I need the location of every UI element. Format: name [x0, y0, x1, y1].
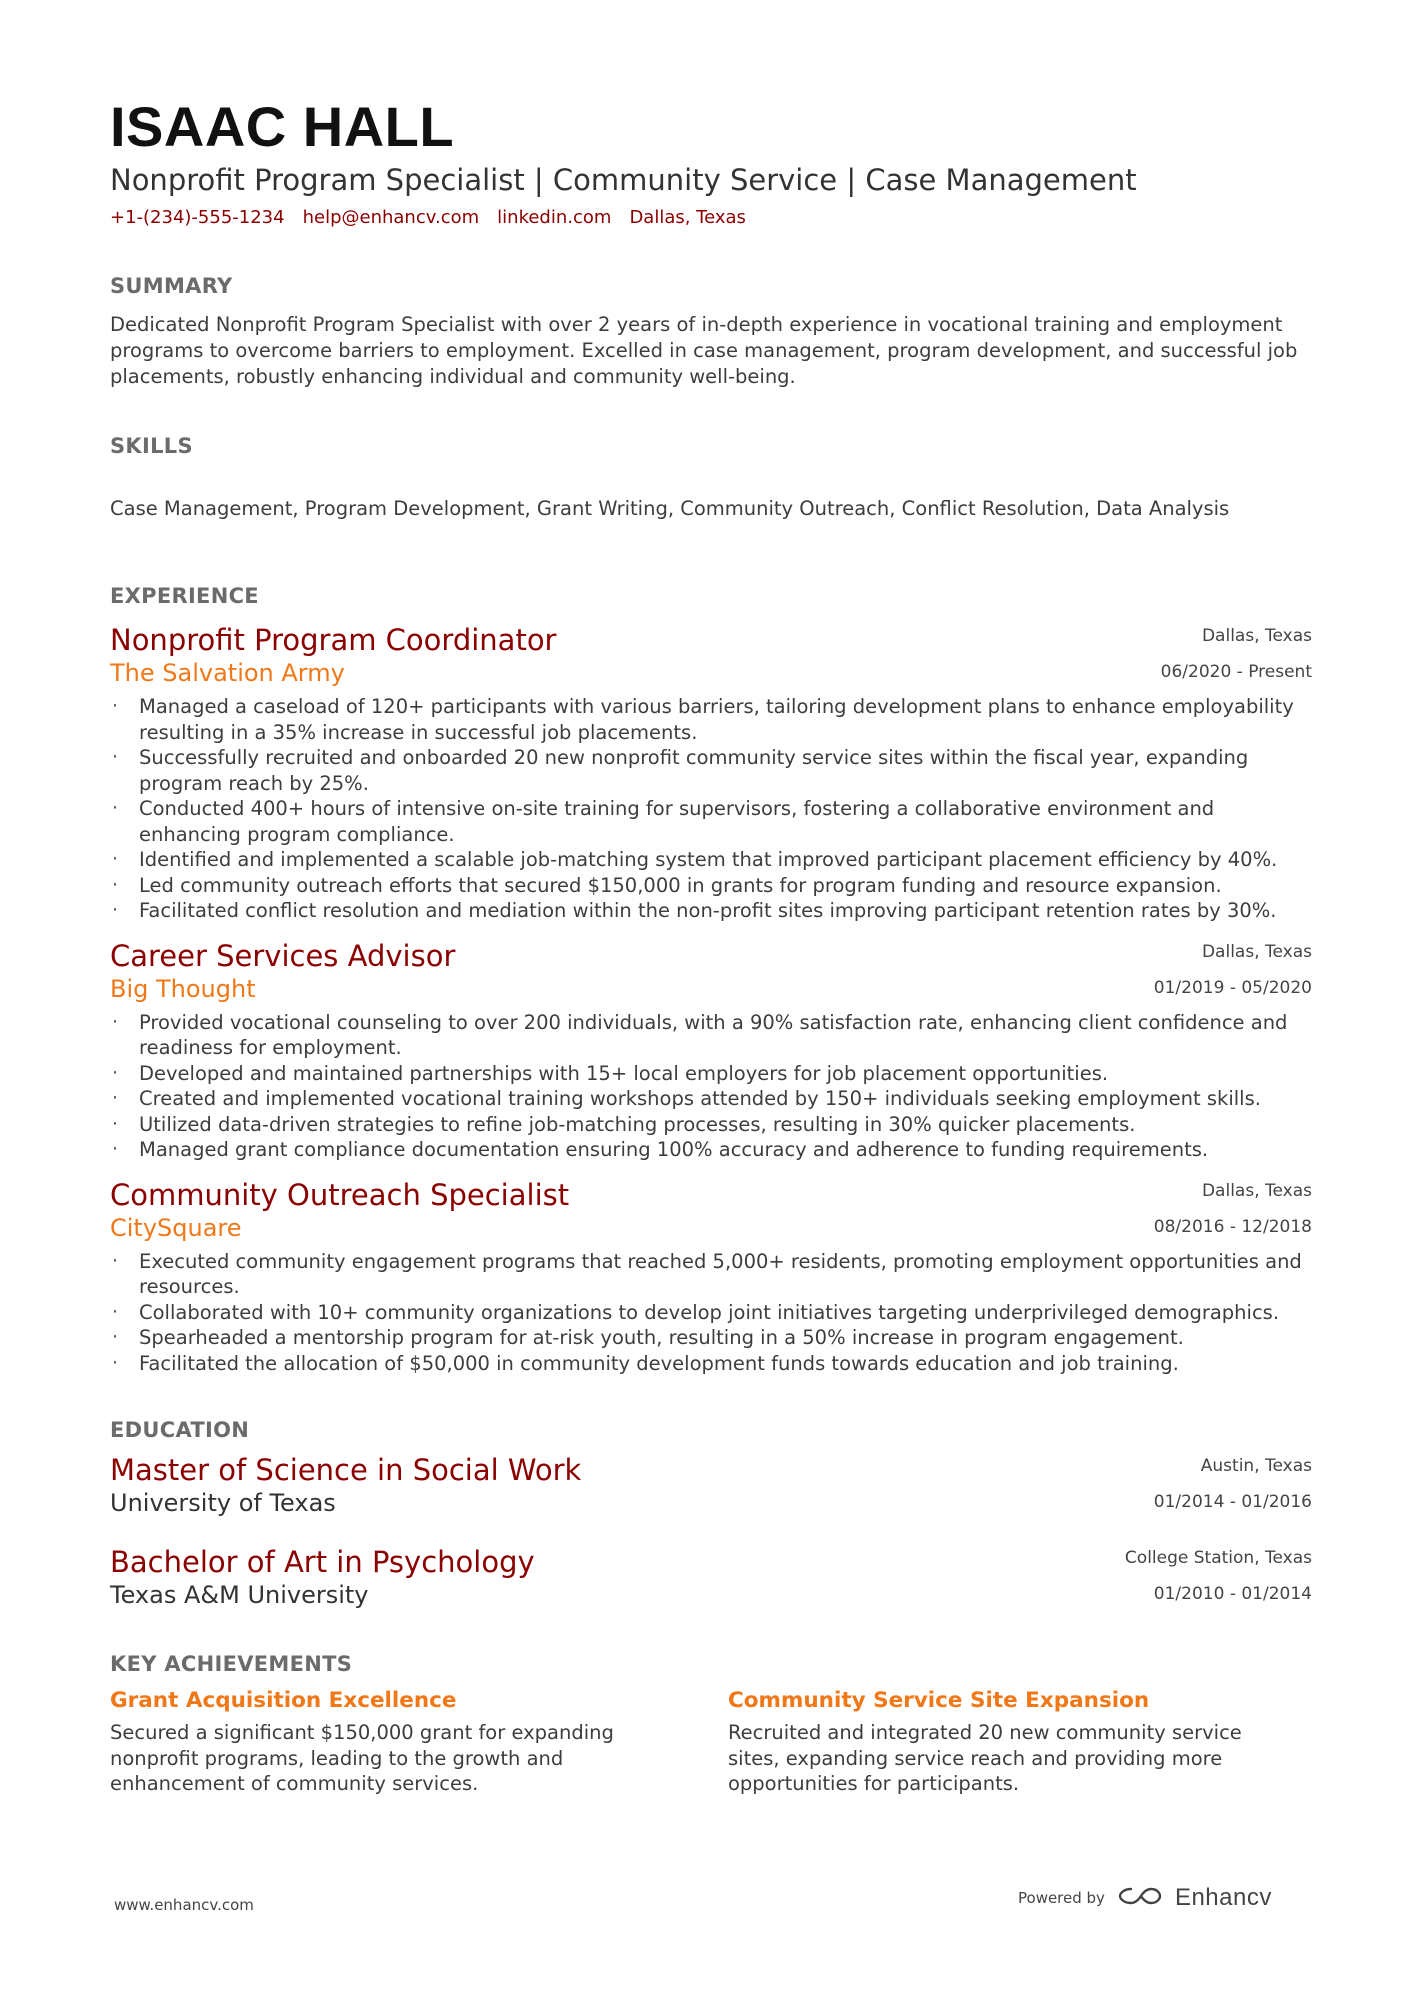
job-location: Dallas, Texas: [1201, 1180, 1312, 1201]
job-bullet: · Created and implemented vocational training workshops attended by 150+ individuals seeking employment skills.: [110, 1086, 1312, 1112]
enhancv-logo-icon: [1117, 1884, 1163, 1912]
contact-location: Dallas, Texas: [629, 207, 746, 228]
education-dates: 01/2010 - 01/2014: [1153, 1584, 1312, 1604]
job-bullets: [110, 694, 1310, 924]
job-title: Nonprofit Program Coordinator: [110, 623, 557, 657]
achievement-heading: Grant Acquisition Excellence: [110, 1688, 457, 1713]
job-bullet: · Facilitated the allocation of $50,000 in community development funds towards education and job training.: [110, 1351, 1312, 1377]
education-entry: [110, 1452, 1310, 1518]
contact-phone[interactable]: +1-(234)-555-1234: [110, 207, 285, 228]
achievement-item: [728, 1686, 1288, 1797]
education-meta: [1125, 1544, 1312, 1604]
experience-heading: EXPERIENCE: [110, 584, 259, 608]
experience-entry: [110, 1177, 1310, 1377]
job-bullet: · Utilized data-driven strategies to refine job-matching processes, resulting in 30% quicker placements.: [110, 1112, 1312, 1138]
achievement-text: Recruited and integrated 20 new community service sites, expanding service reach and providing more opportunities for participants.: [728, 1721, 1242, 1795]
candidate-name: ISAAC HALL: [110, 95, 455, 158]
achievements-heading: KEY ACHIEVEMENTS: [110, 1652, 353, 1676]
skills-heading: SKILLS: [110, 434, 193, 458]
education-entry: [110, 1544, 1310, 1610]
candidate-headline: Nonprofit Program Specialist | Community Service | Case Management: [110, 163, 1137, 197]
footer-url[interactable]: www.enhancv.com: [114, 1896, 254, 1914]
brand-name: Enhancv: [1174, 1884, 1272, 1911]
job-bullet: · Conducted 400+ hours of intensive on-site training for supervisors, fostering a collaborative environment and enhancing program compliance.: [110, 796, 1312, 847]
resume-page: [110, 96, 1310, 1797]
achievement-heading: Community Service Site Expansion: [728, 1688, 1150, 1713]
job-meta: [1154, 938, 1312, 998]
powered-by-label: Powered by: [1018, 1889, 1105, 1907]
education-dates: 01/2014 - 01/2016: [1153, 1492, 1312, 1512]
job-title: Community Outreach Specialist: [110, 1177, 570, 1212]
job-dates: 08/2016 - 12/2018: [1153, 1216, 1312, 1237]
job-bullet: · Successfully recruited and onboarded 20 new nonprofit community service sites within the fiscal year, expanding program reach by 25%.: [110, 745, 1312, 796]
footer-brand[interactable]: [1018, 1884, 1272, 1912]
job-bullet: · Spearheaded a mentorship program for at-risk youth, resulting in a 50% increase in program engagement.: [110, 1325, 1312, 1351]
experience-entry: [110, 622, 1310, 924]
school-name: Texas A&M University: [110, 1581, 369, 1609]
job-bullet: · Developed and maintained partnerships with 15+ local employers for job placement opportunities.: [110, 1061, 1312, 1087]
contact-linkedin[interactable]: linkedin.com: [497, 207, 612, 228]
job-bullet: · Identified and implemented a scalable job-matching system that improved participant placement efficiency by 40%.: [110, 847, 1312, 873]
job-bullet: · Managed grant compliance documentation ensuring 100% accuracy and adherence to funding requirements.: [110, 1137, 1312, 1163]
experience-entry: [110, 938, 1310, 1163]
job-bullets: [110, 1010, 1310, 1163]
skills-text: Case Management, Program Development, Grant Writing, Community Outreach, Conflict Resolution, Data Analysis: [110, 497, 1230, 520]
employer-name: The Salvation Army: [110, 659, 345, 687]
contact-line: [110, 206, 1310, 230]
job-bullet: · Provided vocational counseling to over 200 individuals, with a 90% satisfaction rate, enhancing client confidence and readiness for employment.: [110, 1010, 1312, 1061]
job-meta: [1154, 1177, 1312, 1237]
achievements-grid: [110, 1686, 1310, 1797]
job-bullet: · Led community outreach efforts that secured $150,000 in grants for program funding and resource expansion.: [110, 873, 1312, 899]
job-bullet: · Facilitated conflict resolution and mediation within the non-profit sites improving participant retention rates by 30%.: [110, 898, 1312, 924]
education-meta: [1154, 1452, 1312, 1512]
achievement-text: Secured a significant $150,000 grant for expanding nonprofit programs, leading to the growth and enhancement of community services.: [110, 1721, 614, 1795]
achievement-item: [110, 1686, 728, 1797]
resume-header: [110, 96, 1310, 230]
employer-name: CitySquare: [110, 1213, 242, 1242]
school-location: Austin, Texas: [1200, 1456, 1312, 1476]
degree-title: Master of Science in Social Work: [110, 1453, 582, 1487]
job-dates: 06/2020 - Present: [1160, 662, 1312, 682]
summary-text: Dedicated Nonprofit Program Specialist with over 2 years of in-depth experience in vocational training and employment programs to overcome barriers to employment. Excelled in case management, program development, and successful job placements, robustly enhancing individual and community well-being.: [110, 313, 1298, 388]
degree-title: Bachelor of Art in Psychology: [110, 1545, 535, 1579]
job-bullets: [110, 1249, 1310, 1377]
school-name: University of Texas: [110, 1489, 336, 1517]
contact-email[interactable]: help@enhancv.com: [302, 207, 480, 228]
job-bullet: · Managed a caseload of 120+ participants with various barriers, tailoring development plans to enhance employability resulting in a 35% increase in successful job placements.: [110, 694, 1312, 745]
job-location: Dallas, Texas: [1201, 941, 1312, 962]
job-dates: 01/2019 - 05/2020: [1153, 977, 1312, 998]
job-bullet: · Executed community engagement programs that reached 5,000+ residents, promoting employment opportunities and resources.: [110, 1249, 1312, 1300]
job-location: Dallas, Texas: [1201, 626, 1312, 646]
job-bullet: · Collaborated with 10+ community organizations to develop joint initiatives targeting underprivileged demographics.: [110, 1300, 1312, 1326]
summary-heading: SUMMARY: [110, 274, 233, 298]
job-title: Career Services Advisor: [110, 938, 456, 973]
employer-name: Big Thought: [110, 974, 256, 1003]
school-location: College Station, Texas: [1124, 1548, 1312, 1568]
job-meta: [1161, 622, 1312, 682]
education-heading: EDUCATION: [110, 1418, 250, 1442]
